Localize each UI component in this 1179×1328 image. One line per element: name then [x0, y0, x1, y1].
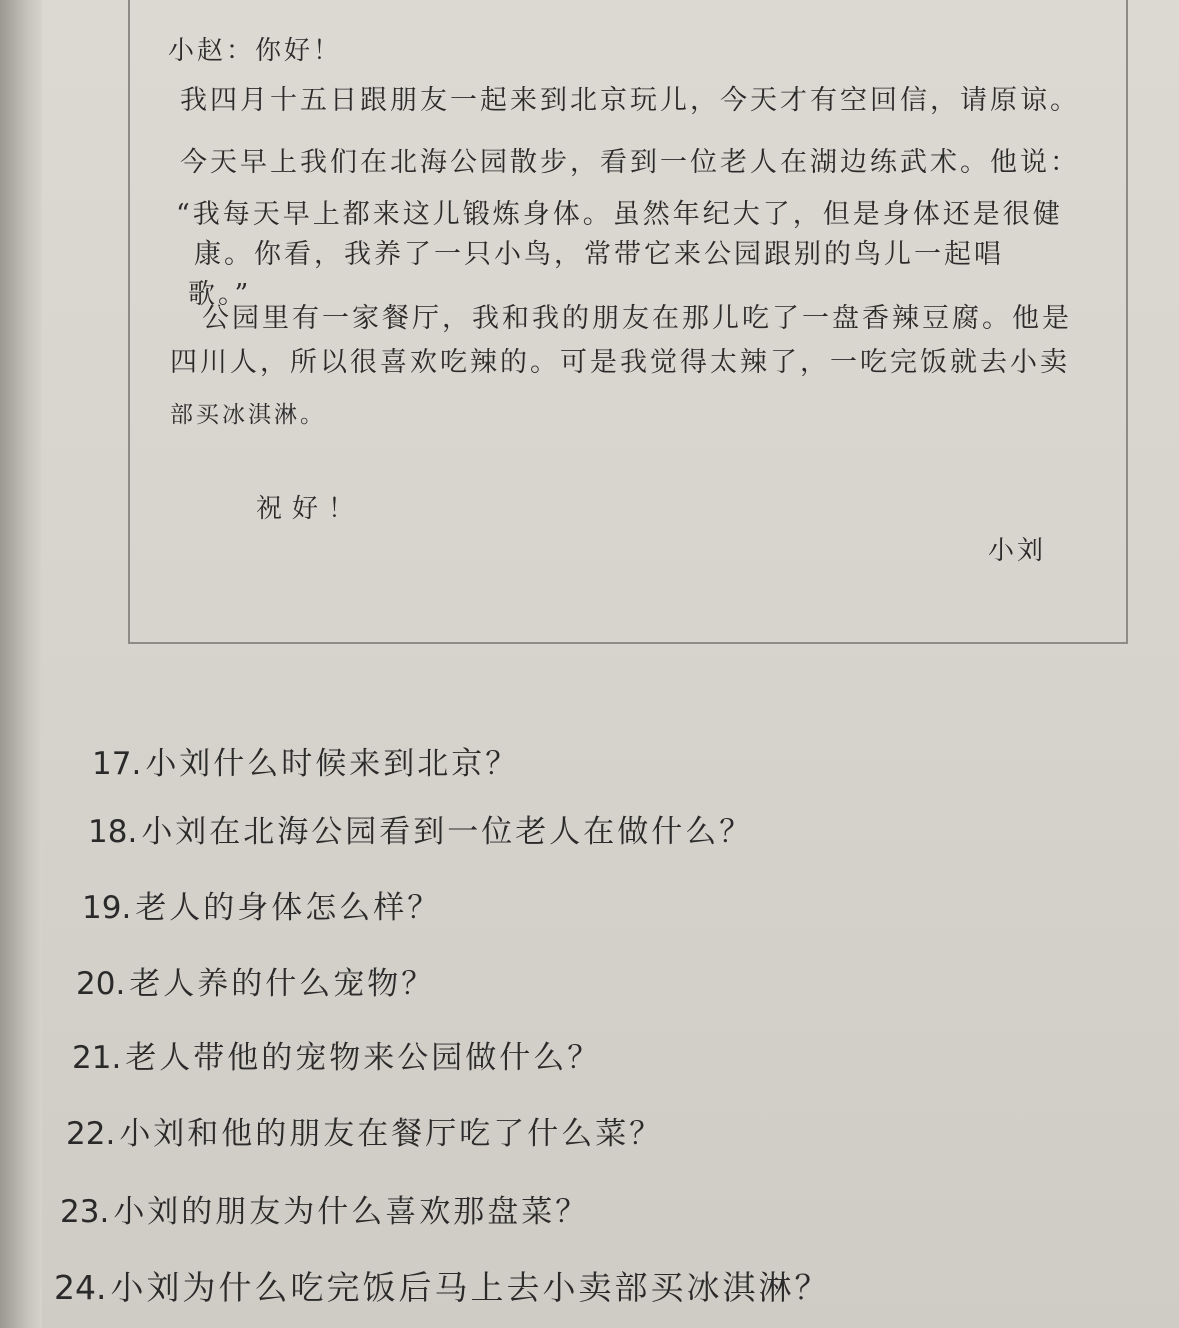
question-text: 老人带他的宠物来公园做什么？ — [125, 1040, 602, 1076]
letter-paragraph-3-line-2: 四川人，所以很喜欢吃辣的。可是我觉得太辣了，一吃完饭就去小卖 — [170, 347, 1070, 378]
question-21 — [72, 1032, 601, 1077]
question-22 — [66, 1108, 663, 1153]
question-17 — [92, 738, 519, 783]
letter-paragraph-3-line-1: 公园里有一家餐厅，我和我的朋友在那儿吃了一盘香辣豆腐。他是 — [202, 303, 1072, 334]
letter-signature: 小刘 — [988, 536, 1047, 566]
letter-paragraph-2-line-2: “我每天早上都来这儿锻炼身体。虽然年纪大了，但是身体还是很健 — [176, 199, 1063, 230]
question-number: 20. — [76, 966, 126, 1002]
question-20 — [76, 958, 435, 1003]
question-23 — [60, 1186, 589, 1231]
question-number: 21. — [72, 1040, 122, 1076]
question-text: 小刘什么时候来到北京？ — [145, 746, 520, 782]
question-text: 老人养的什么宠物？ — [129, 966, 436, 1002]
letter-greeting: 小赵：你好！ — [168, 36, 343, 66]
letter-paragraph-3-line-3: 部买冰淇淋。 — [170, 402, 326, 428]
letter-closing: 祝好！ — [256, 494, 365, 524]
question-number: 17. — [92, 746, 142, 782]
question-24 — [54, 1262, 830, 1309]
question-text: 小刘为什么吃完饭后马上去小卖部买冰淇淋？ — [110, 1268, 831, 1307]
question-19 — [82, 882, 441, 927]
letter-paragraph-2-line-4: 歌。” — [188, 279, 252, 310]
letter-paragraph-2-line-3: 康。你看，我养了一只小鸟，常带它来公园跟别的鸟儿一起唱 — [194, 239, 1004, 270]
letter-paragraph-1: 我四月十五日跟朋友一起来到北京玩儿，今天才有空回信，请原谅。 — [180, 85, 1080, 116]
letter-paragraph-2-line-1: 今天早上我们在北海公园散步，看到一位老人在湖边练武术。他说： — [180, 147, 1080, 178]
question-number: 18. — [88, 814, 138, 850]
question-number: 24. — [54, 1268, 107, 1307]
question-text: 老人的身体怎么样？ — [135, 890, 442, 926]
book-spine-shadow — [0, 0, 42, 1328]
question-18 — [88, 806, 753, 851]
question-number: 23. — [60, 1194, 110, 1230]
question-number: 19. — [82, 890, 132, 926]
question-number: 22. — [66, 1116, 116, 1152]
question-text: 小刘在北海公园看到一位老人在做什么？ — [141, 814, 754, 850]
question-text: 小刘和他的朋友在餐厅吃了什么菜？ — [119, 1116, 664, 1152]
question-text: 小刘的朋友为什么喜欢那盘菜？ — [113, 1194, 590, 1230]
